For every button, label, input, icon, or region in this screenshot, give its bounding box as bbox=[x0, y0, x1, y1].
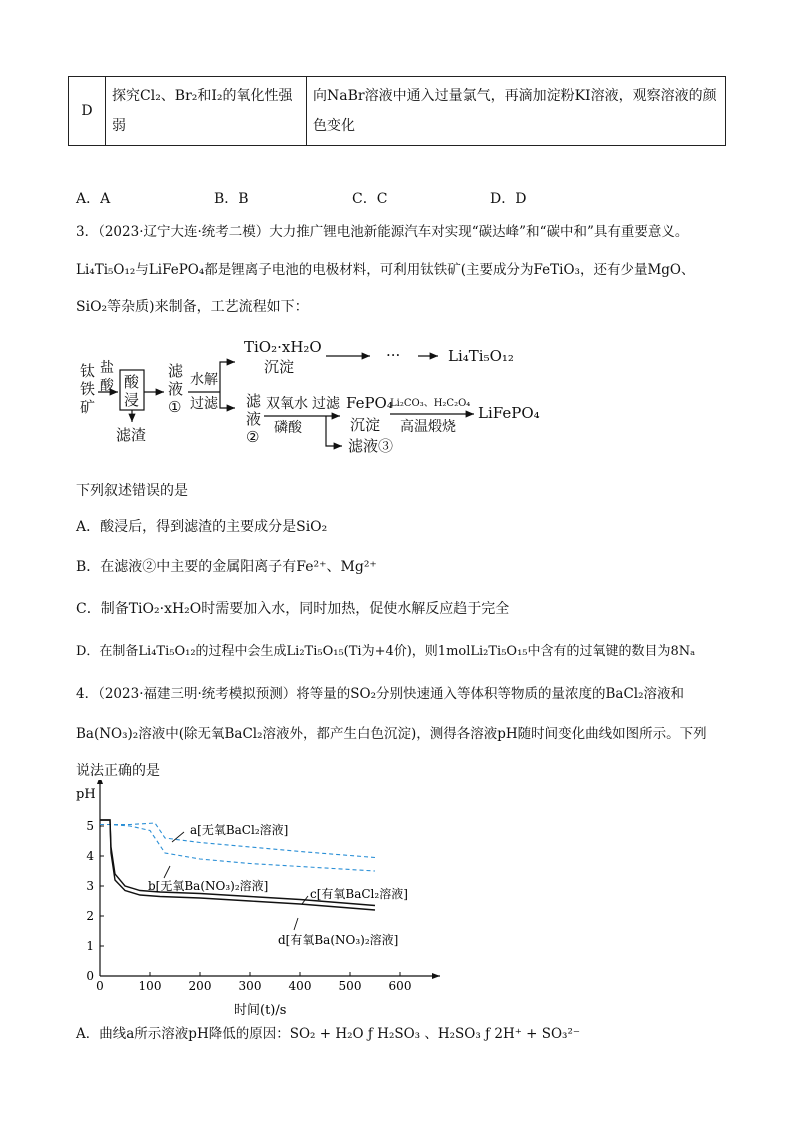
series-label-b: b[无氧Ba(NO₃)₂溶液] bbox=[148, 879, 269, 893]
h2o2-label: 双氧水 bbox=[266, 396, 308, 412]
x-tick-label: 0 bbox=[96, 979, 104, 993]
y-tick-label: 3 bbox=[86, 879, 94, 893]
filter2-label: 过滤 bbox=[312, 396, 340, 412]
arrow-to-filtrate3 bbox=[326, 416, 342, 446]
ore-char-2: 铁 bbox=[80, 380, 96, 398]
ellipsis-label: ··· bbox=[386, 346, 401, 364]
reagents-label: Li₂CO₃、H₂C₂O₄ bbox=[390, 398, 471, 409]
series-leader-a bbox=[172, 832, 184, 842]
fepo4-precipitate-label: 沉淀 bbox=[350, 416, 381, 434]
phosphoric-label: 磷酸 bbox=[274, 420, 302, 436]
filtrate3-label: 滤液③ bbox=[348, 437, 394, 455]
x-tick-label: 500 bbox=[338, 979, 362, 993]
q2-option-a[interactable]: A．A bbox=[76, 191, 111, 207]
y-tick-label: 0 bbox=[86, 969, 94, 983]
y-tick-label: 1 bbox=[86, 939, 94, 953]
q4-option-a[interactable]: A．曲线a所示溶液pH降低的原因：SO₂ + H₂O ƒ H₂SO₃ 、H₂SO₃ ƒ 2H⁺ + SO₃²⁻ bbox=[76, 1026, 581, 1042]
y-axis-arrow bbox=[97, 780, 103, 784]
filtrate1-char-2: 液 bbox=[168, 380, 184, 398]
series-label-d: d[有氧Ba(NO₃)₂溶液] bbox=[278, 933, 399, 947]
filtrate1-char-1: 滤 bbox=[168, 362, 184, 380]
series-leader-d bbox=[294, 918, 298, 930]
q4-stem-line-2: Ba(NO₃)₂溶液中(除无氧BaCl₂溶液外，都产生白色沉淀)，测得各溶液pH随时间变化曲线如图所示。下列 bbox=[76, 726, 707, 742]
q2-option-d[interactable]: D．D bbox=[490, 191, 527, 207]
filtrate2-char-2: 液 bbox=[246, 410, 262, 428]
tio2-precipitate-label: 沉淀 bbox=[264, 358, 295, 376]
q3-stem-line-2: Li₄Ti₅O₁₂与LiFePO₄都是锂离子电池的电极材料，可利用钛铁矿(主要成分为FeTiO₃，还有少量MgO、 bbox=[76, 262, 695, 278]
leach-char-1: 酸 bbox=[124, 373, 140, 391]
x-tick-label: 200 bbox=[188, 979, 212, 993]
purpose-line-1: 探究Cl₂、Br₂和I₂的氧化性强 bbox=[112, 88, 293, 104]
q4-stem-line-1: 4．（2023·福建三明·统考模拟预测）将等量的SO₂分别快速通入等体积等物质的量浓度的BaCl₂溶液和 bbox=[76, 686, 685, 702]
residue-label: 滤渣 bbox=[116, 426, 147, 444]
lifepo4-label: LiFePO₄ bbox=[478, 404, 540, 422]
filtrate2-char-3: ② bbox=[246, 428, 260, 446]
fepo4-label: FePO₄ bbox=[346, 394, 393, 412]
series-label-a: a[无氧BaCl₂溶液] bbox=[190, 823, 289, 837]
q3-option-b[interactable]: B．在滤液②中主要的金属阳离子有Fe²⁺、Mg²⁺ bbox=[76, 559, 377, 575]
x-tick-label: 600 bbox=[388, 979, 412, 993]
x-axis-arrow bbox=[432, 973, 440, 979]
arrow-to-filtrate2 bbox=[220, 392, 235, 408]
purpose-line-2: 弱 bbox=[112, 118, 126, 134]
x-tick-label: 400 bbox=[288, 979, 312, 993]
filter-label: 过滤 bbox=[190, 396, 218, 412]
q3-question: 下列叙述错误的是 bbox=[76, 483, 188, 499]
tio2-label: TiO₂·xH₂O bbox=[244, 338, 322, 356]
ore-char-3: 矿 bbox=[80, 398, 96, 416]
hydrolysis-label: 水解 bbox=[190, 372, 218, 388]
y-axis-label: pH bbox=[76, 787, 96, 802]
calcine-label: 高温煅烧 bbox=[400, 419, 456, 435]
leach-char-2: 浸 bbox=[124, 391, 140, 409]
x-tick-label: 100 bbox=[138, 979, 162, 993]
process-flow-diagram bbox=[70, 334, 590, 464]
q2-option-c[interactable]: C．C bbox=[352, 191, 388, 207]
q3-option-c[interactable]: C．制备TiO₂·xH₂O时需要加入水，同时加热，促使水解反应趋于完全 bbox=[76, 601, 510, 617]
y-tick-label: 2 bbox=[86, 909, 94, 923]
ph-chart bbox=[72, 780, 452, 1020]
options-table bbox=[68, 76, 726, 146]
q3-option-a[interactable]: A．酸浸后，得到滤渣的主要成分是SiO₂ bbox=[76, 519, 328, 535]
table-row bbox=[69, 77, 726, 146]
acid-char-2: 酸 bbox=[100, 378, 114, 394]
y-tick-label: 5 bbox=[86, 819, 94, 833]
q2-option-b[interactable]: B．B bbox=[214, 191, 249, 207]
method-line-1: 向NaBr溶液中通入过量氯气，再滴加淀粉KI溶液，观察溶液的颜 bbox=[313, 88, 717, 104]
x-axis-label: 时间(t)/s bbox=[234, 1003, 287, 1018]
filtrate2-char-1: 滤 bbox=[246, 392, 262, 410]
q3-option-d[interactable]: D．在制备Li₄Ti₅O₁₂的过程中会生成Li₂Ti₅O₁₅(Ti为+4价)，则1molLi₂Ti₅O₁₅中含有的过氧键的数目为8Nₐ bbox=[76, 644, 696, 659]
q4-stem-line-3: 说法正确的是 bbox=[76, 763, 160, 779]
arrow-to-tio2 bbox=[220, 362, 235, 392]
row-label: D bbox=[69, 77, 106, 146]
ore-char-1: 钛 bbox=[80, 362, 96, 380]
filtrate1-char-3: ① bbox=[168, 398, 182, 416]
series-label-c: c[有氧BaCl₂溶液] bbox=[310, 887, 408, 901]
q3-stem-line-3: SiO₂等杂质)来制备，工艺流程如下： bbox=[76, 299, 309, 315]
q3-stem-line-1: 3．（2023·辽宁大连·统考二模）大力推广锂电池新能源汽车对实现“碳达峰”和“碳中和”具有重要意义。 bbox=[76, 224, 689, 240]
acid-char-1: 盐 bbox=[100, 360, 114, 376]
li4ti5o12-label: Li₄Ti₅O₁₂ bbox=[448, 347, 514, 365]
x-tick-label: 300 bbox=[238, 979, 262, 993]
method-cell bbox=[307, 77, 726, 146]
y-tick-label: 4 bbox=[86, 849, 94, 863]
series-leader-b bbox=[164, 866, 170, 878]
purpose-cell bbox=[106, 77, 307, 146]
method-line-2: 色变化 bbox=[313, 118, 355, 134]
